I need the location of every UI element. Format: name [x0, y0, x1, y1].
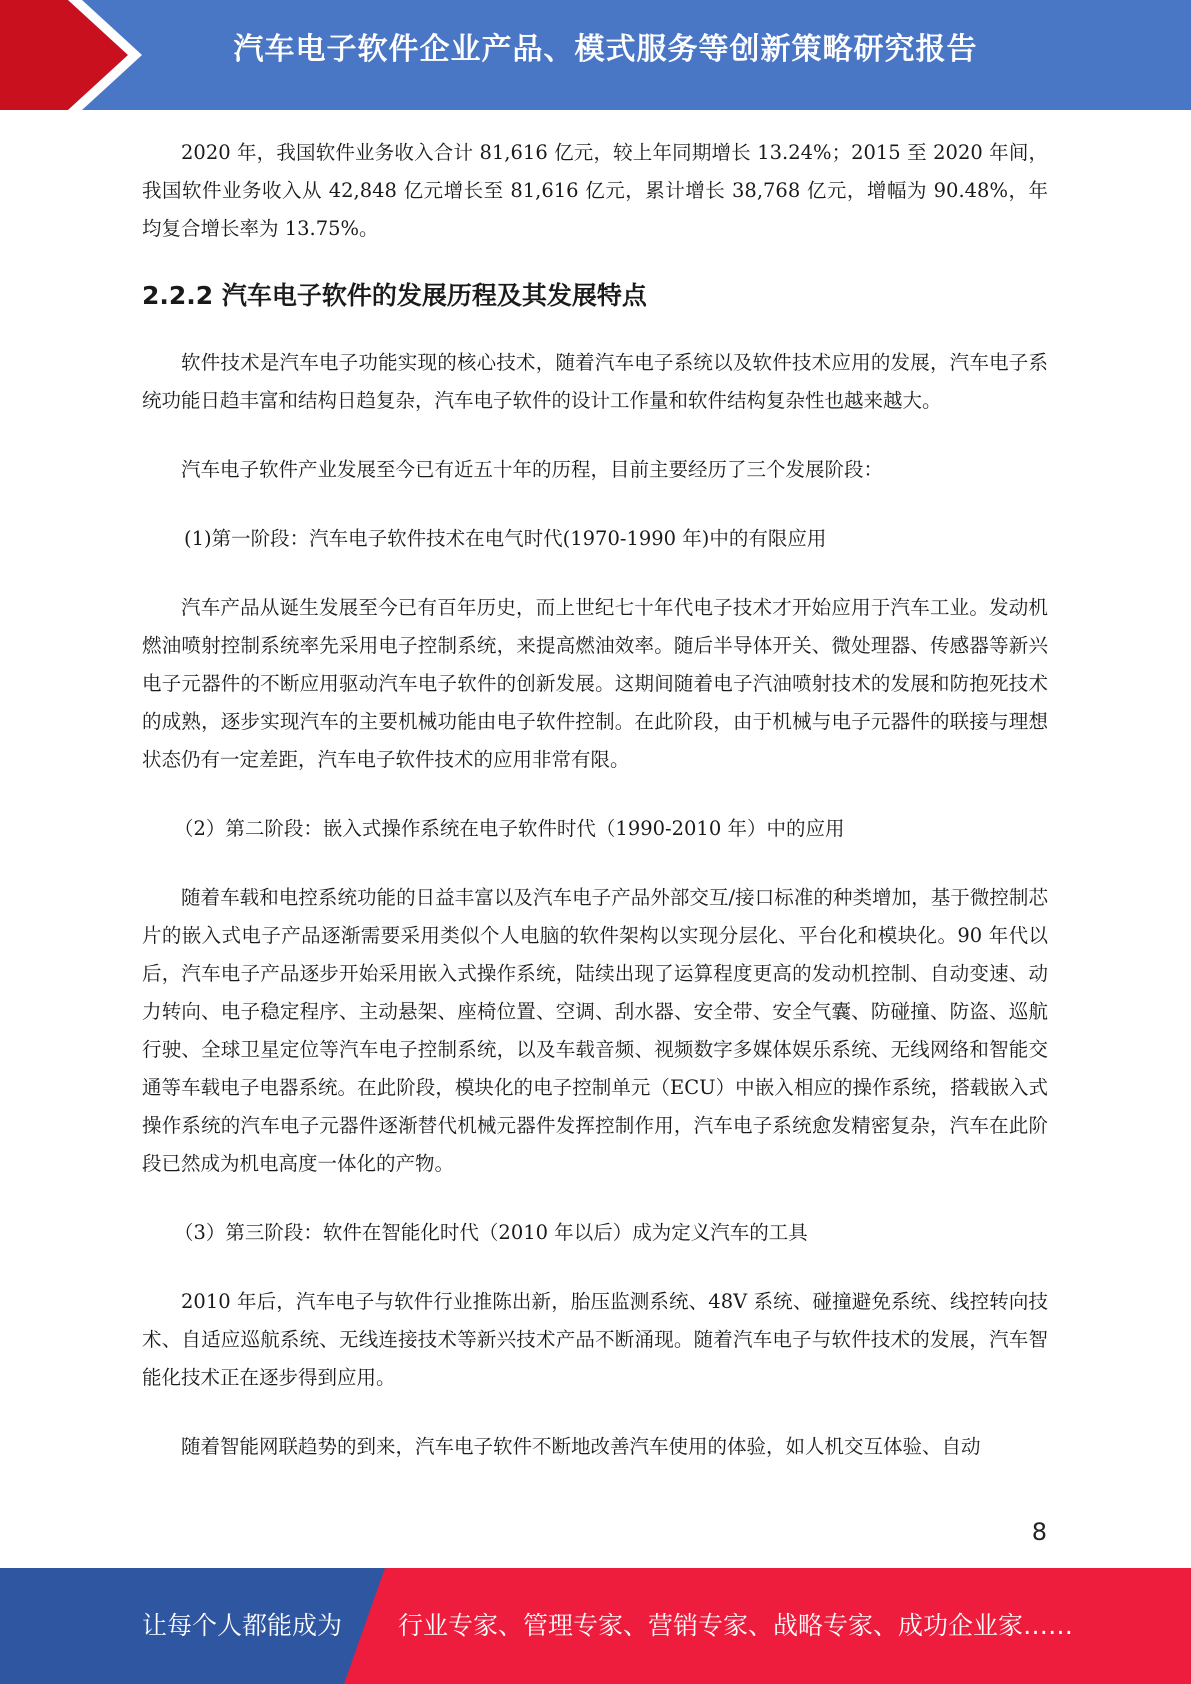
- footer-slogan-right: 行业专家、管理专家、营销专家、战略专家、成功企业家……: [398, 1611, 1074, 1640]
- paragraph-intelligent-connected: 随着智能网联趋势的到来，汽车电子软件不断地改善汽车使用的体验，如人机交互体验、自动: [181, 1435, 981, 1458]
- paragraph-stage-one: 汽车产品从诞生发展至今已有百年历史，而上世纪七十年代电子技术才开始应用于汽车工业。发动机燃油喷射控制系统率先采用电子控制系统，来提高燃油效率。随后半导体开关、微处理器、传感器等新兴电子元器件的不断应用驱动汽车电子软件的创新发展。这期间随着电子汽油喷射技术的发展和防抱死技术的成熟，逐步实现汽车的主要机械功能由电子软件控制。在此阶段，由于机械与电子元器件的联接与理想状态仍有一定差距，汽车电子软件技术的应用非常有限。: [142, 596, 1048, 771]
- page-footer: [0, 1568, 1191, 1684]
- page-number: 8: [1031, 1518, 1047, 1546]
- paragraph-three-stages: 汽车电子软件产业发展至今已有近五十年的历程，目前主要经历了三个发展阶段：: [181, 458, 884, 481]
- document-body: [142, 134, 1048, 1466]
- stage-three-heading: （3）第三阶段：软件在智能化时代（2010 年以后）成为定义汽车的工具: [174, 1221, 808, 1244]
- page-header: [0, 0, 1191, 110]
- section-heading: 2.2.2 汽车电子软件的发展历程及其发展特点: [142, 281, 647, 310]
- report-title: 汽车电子软件企业产品、模式服务等创新策略研究报告: [233, 32, 978, 67]
- paragraph-software-core: 软件技术是汽车电子功能实现的核心技术，随着汽车电子系统以及软件技术应用的发展，汽车电子系统功能日趋丰富和结构日趋复杂，汽车电子软件的设计工作量和软件结构复杂性也越来越大。: [142, 351, 1048, 412]
- stage-one-heading: (1)第一阶段：汽车电子软件技术在电气时代(1970-1990 年)中的有限应用: [184, 527, 827, 550]
- footer-slogan-left: 让每个人都能成为: [142, 1611, 343, 1640]
- paragraph-stage-two: 随着车载和电控系统功能的日益丰富以及汽车电子产品外部交互/接口标准的种类增加，基于微控制芯片的嵌入式电子产品逐渐需要采用类似个人电脑的软件架构以实现分层化、平台化和模块化。90 年代以后，汽车电子产品逐步开始采用嵌入式操作系统，陆续出现了运算程度更高的发动机控制、自动变速、动力转向、电子稳定程序、主动悬架、座椅位置、空调、刮水器、安全带、安全气囊、防碰撞、防盗、巡航行驶、全球卫星定位等汽车电子控制系统，以及车载音频、视频数字多媒体娱乐系统、无线网络和智能交通等车载电子电器系统。在此阶段，模块化的电子控制单元（ECU）中嵌入相应的操作系统，搭载嵌入式操作系统的汽车电子元器件逐渐替代机械元器件发挥控制作用，汽车电子系统愈发精密复杂，汽车在此阶段已然成为机电高度一体化的产物。: [142, 886, 1048, 1175]
- paragraph-software-revenue: 2020 年，我国软件业务收入合计 81,616 亿元，较上年同期增长 13.24%；2015 至 2020 年间，我国软件业务收入从 42,848 亿元增长至 81,616 亿元，累计增长 38,768 亿元，增幅为 90.48%，年均复合增长率为 13.75%。: [142, 141, 1048, 240]
- paragraph-stage-three: 2010 年后，汽车电子与软件行业推陈出新，胎压监测系统、48V 系统、碰撞避免系统、线控转向技术、自适应巡航系统、无线连接技术等新兴技术产品不断涌现。随着汽车电子与软件技术的发展，汽车智能化技术正在逐步得到应用。: [142, 1290, 1048, 1389]
- stage-two-heading: （2）第二阶段：嵌入式操作系统在电子软件时代（1990-2010 年）中的应用: [174, 817, 845, 840]
